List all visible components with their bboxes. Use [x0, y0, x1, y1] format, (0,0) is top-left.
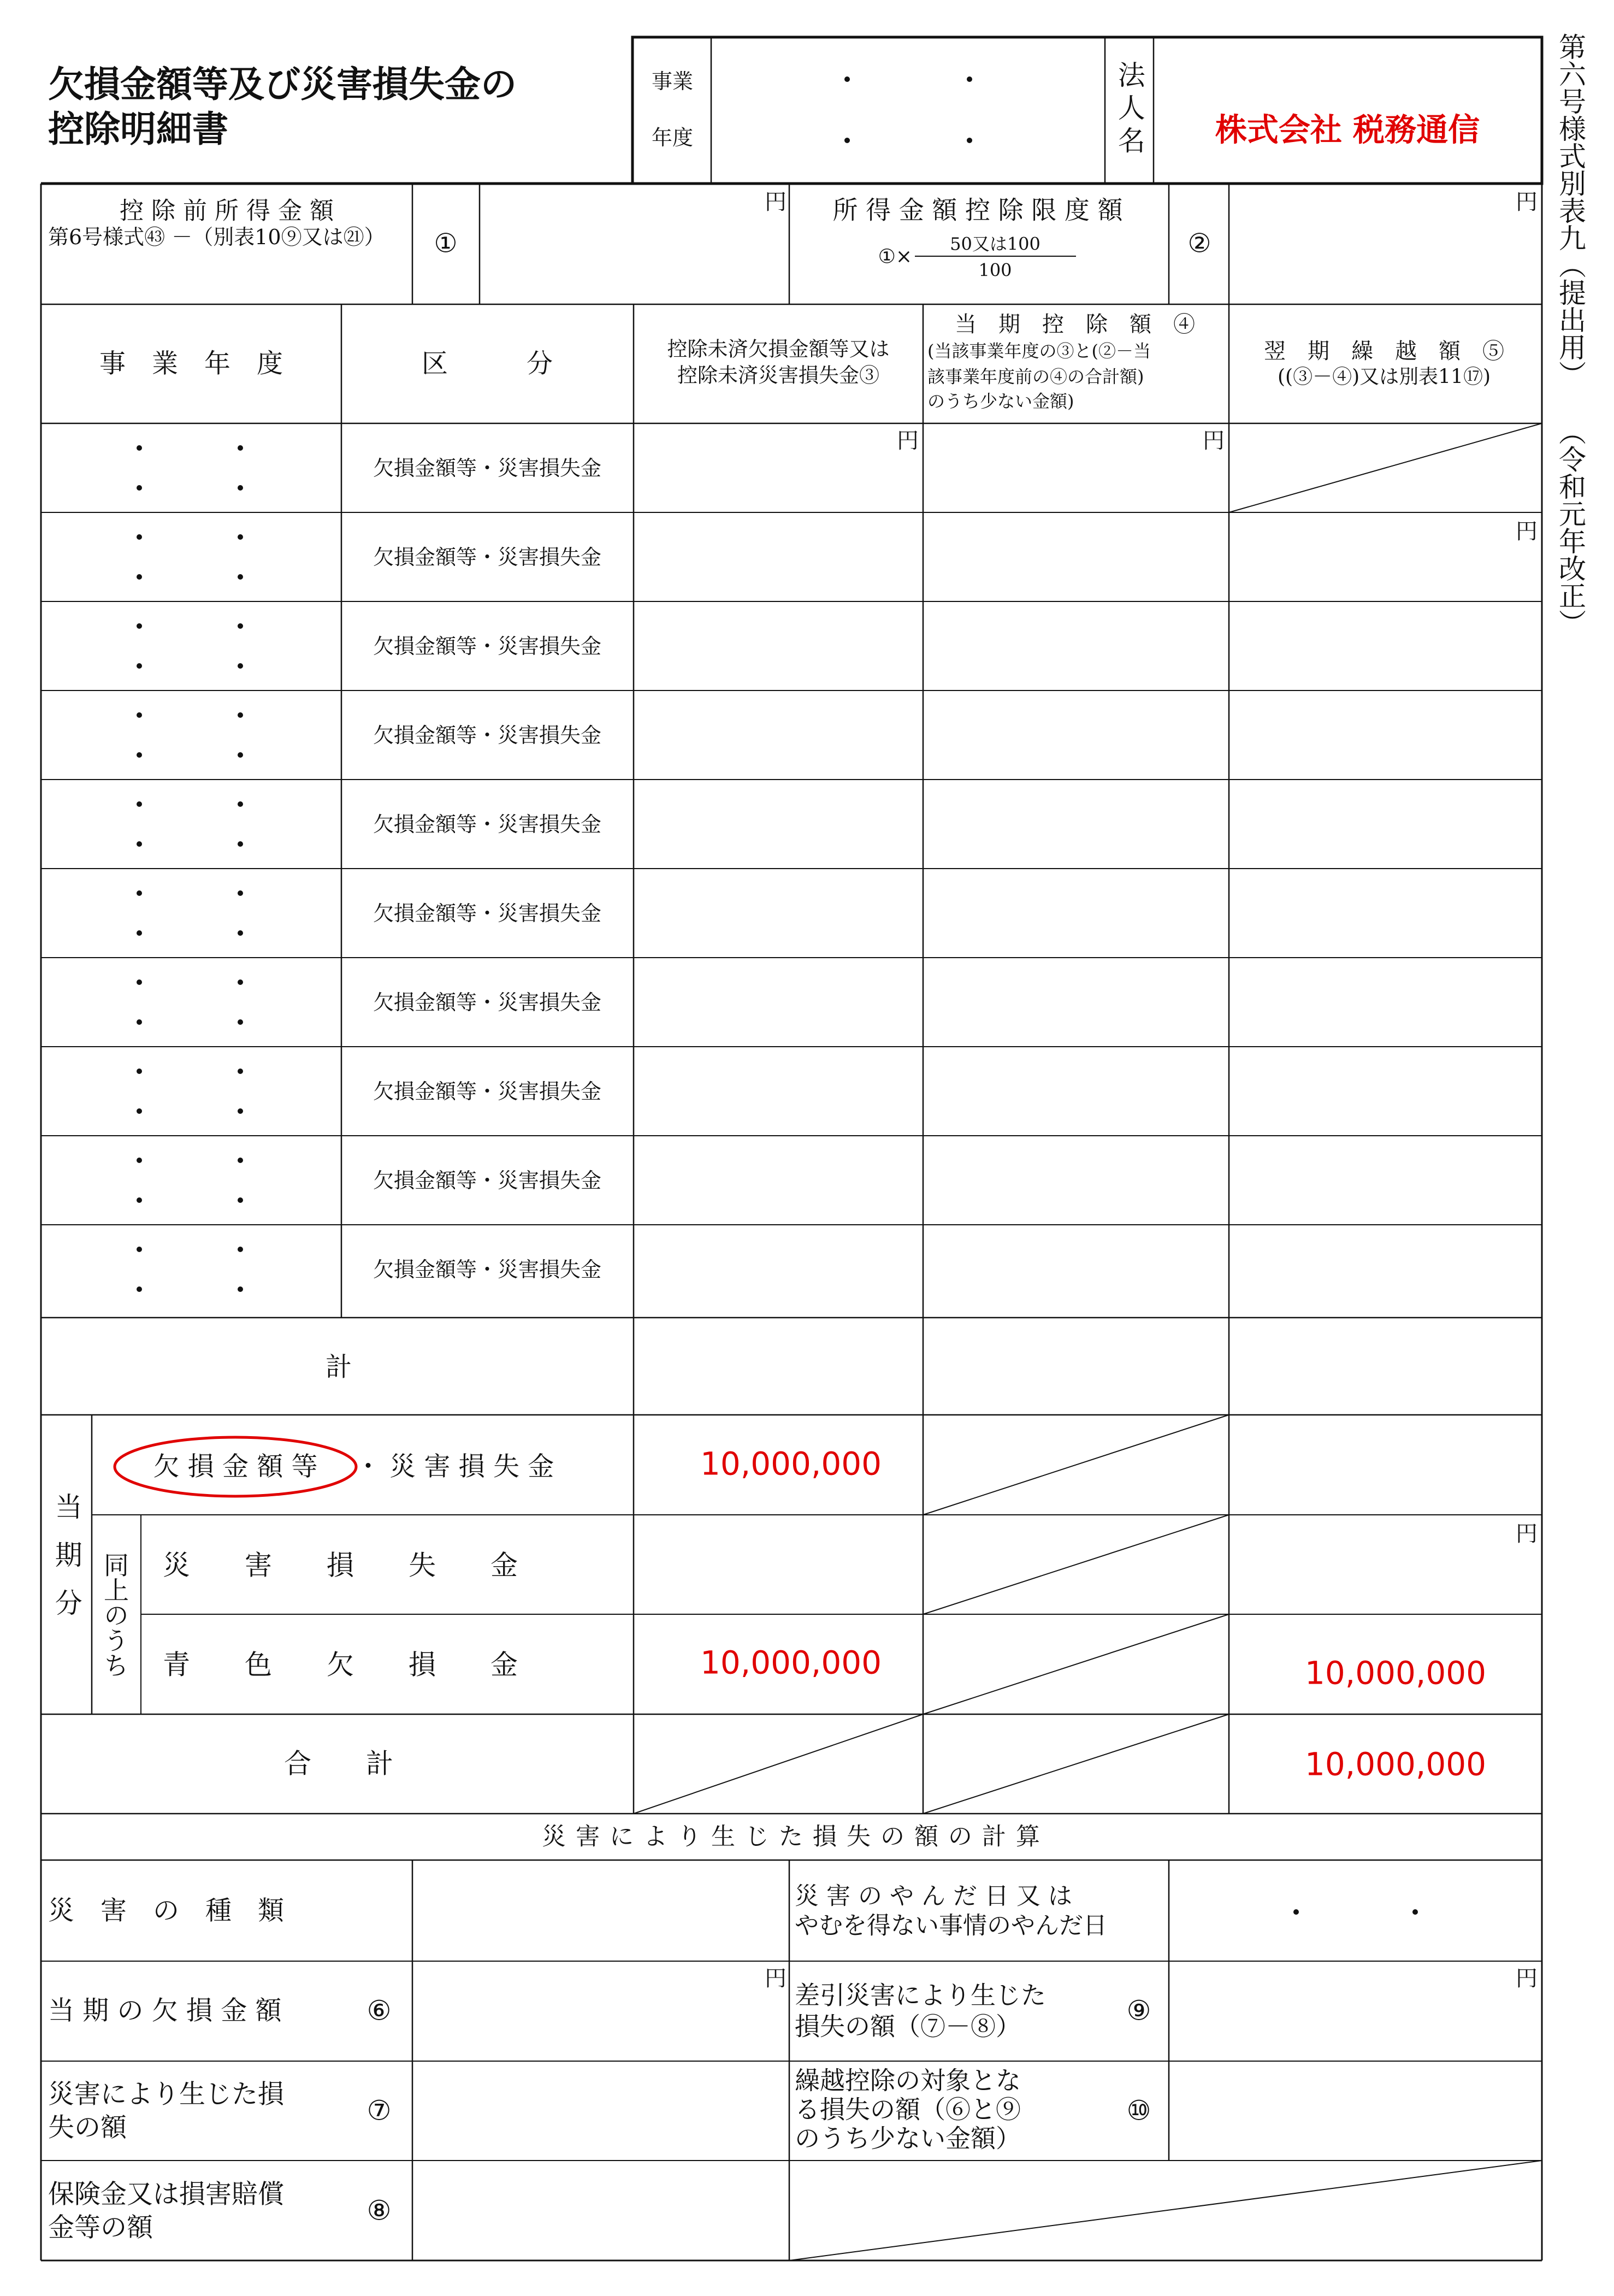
row-uncleared-loss-input[interactable] [634, 1225, 923, 1314]
date-separator-dot [137, 979, 142, 985]
row-fiscal-year-input[interactable] [41, 690, 341, 780]
date-separator-dot [238, 623, 243, 629]
date-separator-dot [137, 1019, 142, 1025]
yen-unit: 円 [1203, 428, 1225, 453]
column-header-current-deduction-3: 該事業年度前の④の合計額) [927, 366, 1144, 387]
row-uncleared-loss-input[interactable] [634, 780, 923, 869]
row-current-deduction-input[interactable] [923, 601, 1229, 690]
column-header-uncleared-loss-1: 控除未済欠損金額等又は [667, 337, 890, 361]
total-deduction-input[interactable] [923, 1318, 1229, 1415]
date-separator-dot [137, 930, 142, 936]
total-carryforward-input[interactable] [1229, 1318, 1542, 1415]
item-number-7: ⑦ [366, 2094, 392, 2127]
disaster-end-date-label-2: やむを得ない事情のやんだ日 [795, 1911, 1107, 1940]
row-carryforward-input[interactable] [1229, 1136, 1542, 1225]
row-current-deduction-input[interactable] [923, 958, 1229, 1047]
carryforward-target-label-2: る損失の額（⑥と⑨ [795, 2094, 1021, 2124]
pre-deduction-income-input[interactable] [480, 184, 789, 304]
form-title-line2: 控除明細書 [48, 108, 228, 151]
current-loss-value[interactable]: 10,000,000 [700, 1445, 882, 1483]
column-header-category: 区 分 [421, 348, 553, 379]
insurance-amount-input[interactable] [412, 2161, 789, 2260]
date-separator-dot [967, 76, 972, 82]
date-separator-dot [238, 485, 243, 491]
row-category-label: 欠損金額等・災害損失金 [373, 545, 602, 570]
row-fiscal-year-input[interactable] [41, 1225, 341, 1314]
row-category-label: 欠損金額等・災害損失金 [373, 456, 602, 481]
net-disaster-loss-input[interactable] [1169, 1961, 1542, 2061]
pre-deduction-income-label: 控 除 前 所 得 金 額 [120, 197, 334, 225]
row-category-label: 欠損金額等・災害損失金 [373, 1079, 602, 1104]
disaster-end-date-label-1: 災 害 の や ん だ 日 又 は [795, 1882, 1072, 1910]
fiscal-year-label-2: 年度 [651, 126, 694, 150]
date-separator-dot [137, 1197, 142, 1203]
row-carryforward-input[interactable] [1229, 601, 1542, 690]
date-separator-dot [137, 841, 142, 847]
yen-unit: 円 [1516, 1966, 1538, 1991]
yen-unit: 円 [1516, 190, 1538, 215]
date-separator-dot [238, 752, 243, 758]
row-fiscal-year-input[interactable] [41, 601, 341, 690]
blue-return-loss-value[interactable]: 10,000,000 [700, 1644, 882, 1681]
limit-formula-denominator: 100 [978, 259, 1012, 281]
row-current-deduction-input[interactable] [923, 780, 1229, 869]
date-separator-dot [238, 574, 243, 580]
blue-return-carryforward-value[interactable]: 10,000,000 [1304, 1654, 1487, 1692]
date-separator-dot [137, 752, 142, 758]
carryforward-target-input[interactable] [1169, 2061, 1542, 2161]
deduction-limit-input[interactable] [1229, 184, 1542, 304]
date-separator-dot [238, 712, 243, 718]
of-which-label: 同上のうち [100, 1552, 129, 1678]
disaster-loss-carryforward-input[interactable] [1229, 1515, 1542, 1614]
column-header-current-deduction-2: (当該事業年度の③と(②－当 [927, 340, 1151, 362]
date-separator-dot [137, 485, 142, 491]
form-title-line1: 欠損金額等及び災害損失金の [48, 63, 517, 106]
row-category-label: 欠損金額等・災害損失金 [373, 634, 602, 659]
date-separator-dot [137, 1108, 142, 1114]
row-uncleared-loss-input[interactable] [634, 423, 923, 512]
column-header-current-deduction-1: 当 期 控 除 額 ④ [955, 312, 1195, 337]
deduction-limit-label: 所 得 金 額 控 除 限 度 額 [832, 195, 1123, 225]
date-separator-dot [238, 1197, 243, 1203]
item-number-1: ① [434, 228, 458, 259]
date-separator-dot [137, 1069, 142, 1074]
limit-formula-prefix: ①× [878, 245, 912, 268]
current-loss-amount-input[interactable] [412, 1961, 789, 2061]
form-number-label: 第六号様式別表九（提出用） [1554, 33, 1586, 388]
item-number-8: ⑧ [366, 2194, 392, 2227]
row-uncleared-loss-input[interactable] [634, 690, 923, 780]
date-separator-dot [137, 1286, 142, 1292]
date-separator-dot [967, 138, 972, 143]
date-separator-dot [137, 574, 142, 580]
date-separator-dot [238, 1108, 243, 1114]
yen-unit: 円 [765, 190, 787, 215]
disaster-type-input[interactable] [412, 1860, 789, 1961]
disaster-loss-input[interactable] [634, 1515, 923, 1614]
column-header-carryforward-2: ((③－④)又は別表11⑰) [1278, 365, 1491, 388]
blue-return-loss-label: 青 色 欠 損 金 [163, 1649, 518, 1681]
disaster-type-label: 災 害 の 種 類 [48, 1895, 285, 1926]
disaster-caused-loss-label-1: 災害により生じた損 [48, 2079, 285, 2110]
date-separator-dot [137, 445, 142, 451]
date-separator-dot [238, 1158, 243, 1163]
disaster-loss-row-label: 災 害 損 失 金 [163, 1549, 518, 1581]
row-fiscal-year-input[interactable] [41, 512, 341, 601]
date-separator-dot [238, 445, 243, 451]
date-separator-dot [1412, 1909, 1418, 1915]
date-separator-dot [238, 534, 243, 540]
date-separator-dot [238, 979, 243, 985]
date-separator-dot [238, 663, 243, 669]
item-number-6: ⑥ [366, 1994, 392, 2027]
grand-total-label: 合 計 [284, 1748, 393, 1780]
row-carryforward-input[interactable] [1229, 690, 1542, 780]
row-carryforward-input[interactable] [1229, 1047, 1542, 1136]
row-fiscal-year-input[interactable] [41, 780, 341, 869]
corp-name-value[interactable]: 株式会社 税務通信 [1215, 111, 1480, 149]
yen-unit: 円 [897, 428, 919, 453]
date-separator-dot [238, 1069, 243, 1074]
net-disaster-loss-label-1: 差引災害により生じた [795, 1980, 1046, 2010]
row-category-label: 欠損金額等・災害損失金 [373, 1168, 602, 1193]
row-carryforward-input[interactable] [1229, 958, 1542, 1047]
disaster-caused-loss-input[interactable] [412, 2061, 789, 2161]
row-uncleared-loss-input[interactable] [634, 512, 923, 601]
date-separator-dot [137, 663, 142, 669]
row-fiscal-year-input[interactable] [41, 869, 341, 958]
row-carryforward-input[interactable] [1229, 869, 1542, 958]
date-separator-dot [1293, 1909, 1299, 1915]
form-revision-label: （令和元年改正） [1554, 418, 1586, 636]
pre-deduction-income-source: 第6号様式㊸ －（別表10⑨又は㉑） [48, 225, 385, 249]
fiscal-year-input[interactable] [711, 37, 1105, 184]
row-carryforward-input[interactable] [1229, 1225, 1542, 1314]
current-loss-amount-label: 当 期 の 欠 損 金 額 [48, 1995, 282, 2026]
carryforward-target-label-3: のうち少ない金額） [795, 2123, 1021, 2153]
column-header-uncleared-loss-2: 控除未済災害損失金③ [677, 363, 879, 387]
disaster-end-date-input[interactable] [1169, 1860, 1542, 1961]
row-fiscal-year-input[interactable] [41, 1136, 341, 1225]
date-separator-dot [137, 623, 142, 629]
row-category-label: 欠損金額等・災害損失金 [373, 901, 602, 926]
disaster-section-title: 災 害 に よ り 生 じ た 損 失 の 額 の 計 算 [542, 1822, 1041, 1851]
row-uncleared-loss-input[interactable] [634, 869, 923, 958]
date-separator-dot [238, 841, 243, 847]
row-category-label: 欠損金額等・災害損失金 [373, 1258, 602, 1282]
item-number-2: ② [1187, 228, 1211, 259]
row-category-label: 欠損金額等・災害損失金 [373, 723, 602, 748]
column-header-carryforward-1: 翌 期 繰 越 額 ⑤ [1264, 339, 1504, 364]
row-carryforward-input[interactable] [1229, 780, 1542, 869]
row-current-deduction-input[interactable] [923, 869, 1229, 958]
date-separator-dot [238, 801, 243, 807]
row-carryforward-input[interactable] [1229, 512, 1542, 601]
row-fiscal-year-input[interactable] [41, 1047, 341, 1136]
row-category-label: 欠損金額等・災害損失金 [373, 990, 602, 1015]
date-separator-dot [238, 1019, 243, 1025]
date-separator-dot [137, 1158, 142, 1163]
date-separator-dot [137, 801, 142, 807]
column-header-current-deduction-4: のうち少ない金額) [927, 391, 1074, 412]
total-uncleared-input[interactable] [634, 1318, 923, 1415]
net-disaster-loss-label-2: 損失の額（⑦－⑧） [795, 2011, 1021, 2041]
item-number-9: ⑨ [1126, 1994, 1151, 2027]
current-period-label: 当期分 [50, 1492, 82, 1637]
row-current-deduction-input[interactable] [923, 1047, 1229, 1136]
date-separator-dot [844, 76, 850, 82]
date-separator-dot [238, 930, 243, 936]
yen-unit: 円 [1516, 519, 1538, 544]
yen-unit: 円 [1516, 1521, 1538, 1547]
row-uncleared-loss-input[interactable] [634, 1136, 923, 1225]
row-current-deduction-input[interactable] [923, 1225, 1229, 1314]
date-separator-dot [238, 1247, 243, 1252]
insurance-amount-label-1: 保険金又は損害賠償 [48, 2179, 285, 2210]
limit-formula-numerator: 50又は100 [950, 233, 1040, 255]
row-uncleared-loss-input[interactable] [634, 958, 923, 1047]
row-uncleared-loss-input[interactable] [634, 1047, 923, 1136]
row-fiscal-year-input[interactable] [41, 958, 341, 1047]
total-label: 計 [325, 1351, 352, 1383]
date-separator-dot [137, 890, 142, 896]
corp-name-label: 法人名 [1113, 61, 1145, 159]
row-current-deduction-input[interactable] [923, 512, 1229, 601]
loss-amount-circled-label: 欠 損 金 額 等 [153, 1451, 318, 1482]
fiscal-year-label-1: 事業 [651, 69, 694, 94]
date-separator-dot [137, 712, 142, 718]
row-current-deduction-input[interactable] [923, 1136, 1229, 1225]
row-fiscal-year-input[interactable] [41, 423, 341, 512]
date-separator-dot [238, 1286, 243, 1292]
yen-unit: 円 [765, 1966, 787, 1991]
row-category-label: 欠損金額等・災害損失金 [373, 812, 602, 837]
date-separator-dot [137, 1247, 142, 1252]
date-separator-dot [238, 890, 243, 896]
row-current-deduction-input[interactable] [923, 690, 1229, 780]
grand-total-carryforward-value[interactable]: 10,000,000 [1304, 1745, 1487, 1783]
carryforward-target-label-1: 繰越控除の対象とな [795, 2065, 1021, 2096]
column-header-fiscal-year: 事 業 年 度 [99, 348, 283, 379]
disaster-caused-loss-label-2: 失の額 [48, 2112, 127, 2143]
item-number-10: ⑩ [1126, 2094, 1151, 2127]
disaster-loss-label: ・ 災 害 損 失 金 [355, 1451, 554, 1482]
date-separator-dot [137, 534, 142, 540]
insurance-amount-label-2: 金等の額 [48, 2212, 153, 2243]
date-separator-dot [844, 138, 850, 143]
row-uncleared-loss-input[interactable] [634, 601, 923, 690]
row-current-deduction-input[interactable] [923, 423, 1229, 512]
